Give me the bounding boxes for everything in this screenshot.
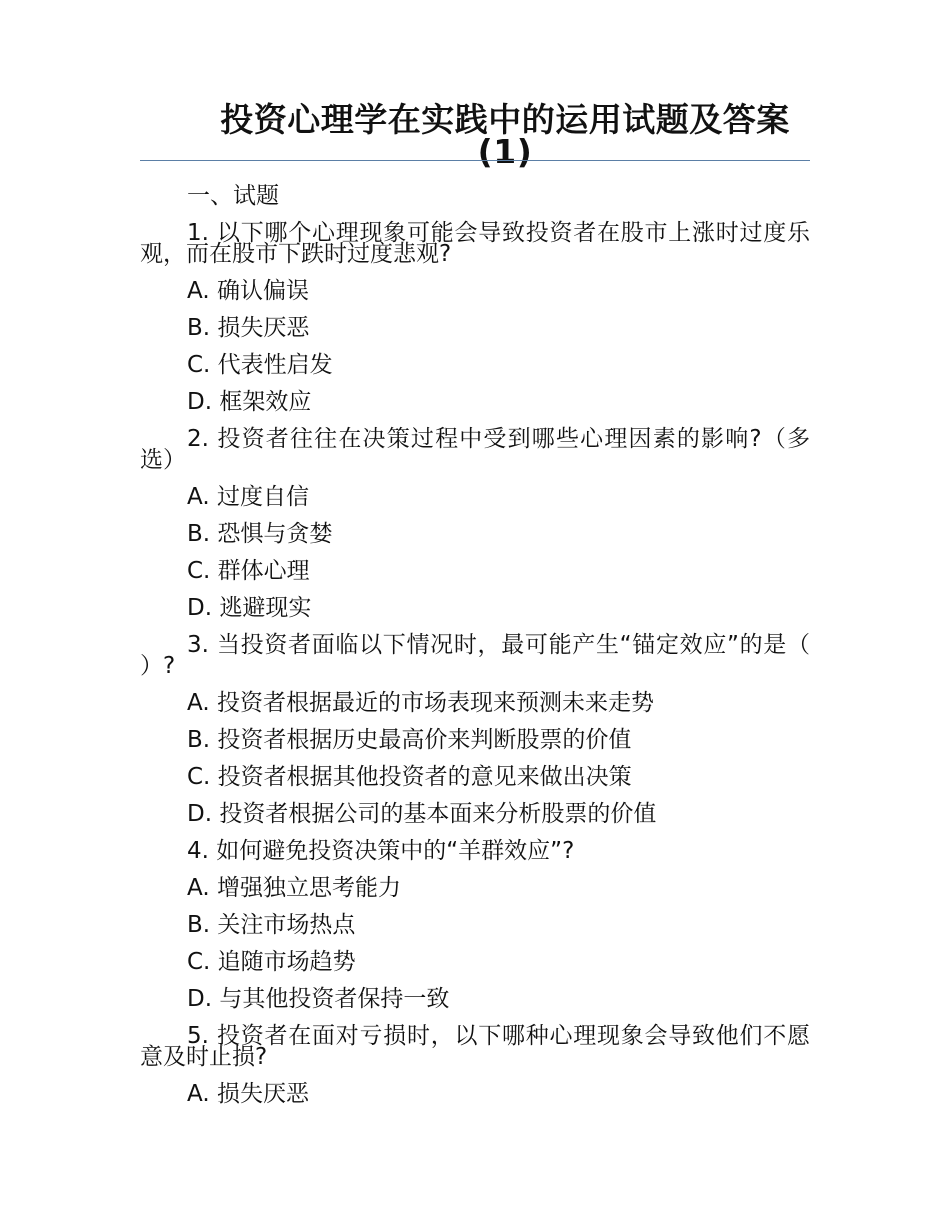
q3-option-b: B. 投资者根据历史最高价来判断股票的价值 <box>187 727 632 753</box>
q2-option-a: A. 过度自信 <box>187 484 309 510</box>
q1-option-d: D. 框架效应 <box>187 389 312 415</box>
document-title: 投资心理学在实践中的运用试题及答案(1) <box>220 100 790 171</box>
q4-option-b: B. 关注市场热点 <box>187 912 356 938</box>
q1-option-c: C. 代表性启发 <box>187 352 333 378</box>
q2-option-d: D. 逃避现实 <box>187 595 312 621</box>
question-1: 1. 以下哪个心理现象可能会导致投资者在股市上涨时过度乐观，而在股市下跌时过度悲观? <box>140 220 810 267</box>
q3-option-a: A. 投资者根据最近的市场表现来预测未来走势 <box>187 690 654 716</box>
q5-option-a: A. 损失厌恶 <box>187 1081 309 1107</box>
question-5: 5. 投资者在面对亏损时，以下哪种心理现象会导致他们不愿意及时止损? <box>140 1023 810 1070</box>
q1-option-a: A. 确认偏误 <box>187 278 309 304</box>
q2-option-c: C. 群体心理 <box>187 558 310 584</box>
q2-option-b: B. 恐惧与贪婪 <box>187 521 333 547</box>
title-divider <box>140 160 810 161</box>
section-heading: 一、试题 <box>187 183 279 209</box>
q3-option-d: D. 投资者根据公司的基本面来分析股票的价值 <box>187 801 657 827</box>
q4-option-a: A. 增强独立思考能力 <box>187 875 401 901</box>
document-body <box>140 178 810 1113</box>
question-2: 2. 投资者往往在决策过程中受到哪些心理因素的影响?（多选） <box>140 426 810 473</box>
q3-option-c: C. 投资者根据其他投资者的意见来做出决策 <box>187 764 632 790</box>
q1-option-b: B. 损失厌恶 <box>187 315 310 341</box>
q4-option-c: C. 追随市场趋势 <box>187 949 356 975</box>
q4-option-d: D. 与其他投资者保持一致 <box>187 986 450 1012</box>
question-4: 4. 如何避免投资决策中的“羊群效应”? <box>187 838 575 864</box>
question-3: 3. 当投资者面临以下情况时，最可能产生“锚定效应”的是（ ）? <box>140 632 810 679</box>
